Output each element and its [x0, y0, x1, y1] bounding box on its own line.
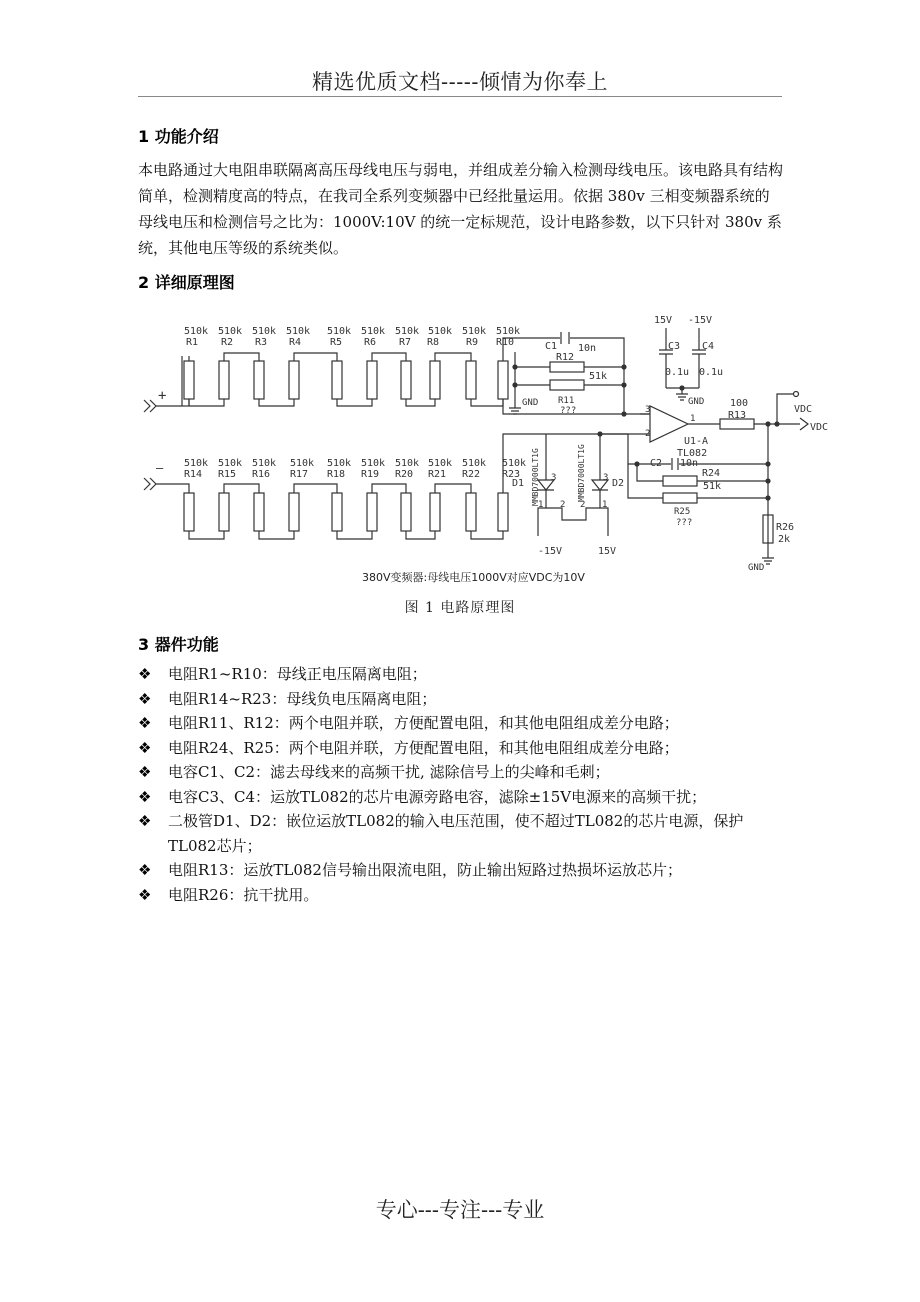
label-r11: R11 — [558, 396, 575, 406]
label-r1-val: 510k — [184, 326, 209, 337]
label-r24-val: 51k — [703, 481, 722, 492]
label-vdc-top: VDC — [794, 404, 813, 415]
label-r23-val: 510k — [502, 458, 527, 469]
label-r18-val: 510k — [327, 458, 352, 469]
label-c4: C4 — [702, 341, 715, 352]
label-c1-val: 10n — [578, 343, 597, 354]
circuit-schematic — [140, 308, 829, 594]
label-d1-pin2: 2 — [560, 500, 566, 510]
label-r10-val: 510k — [496, 326, 521, 337]
list-item-text: 二极管D1、D2：嵌位运放TL082的输入电压范围，使不超过TL082的芯片电源，保护TL082芯片； — [168, 812, 744, 855]
list-item-text: 电阻R24、R25：两个电阻并联，方便配置电阻，和其他电阻组成差分电路； — [168, 738, 679, 757]
list-item — [138, 662, 788, 687]
label-r9-val: 510k — [462, 326, 487, 337]
list-item — [138, 760, 788, 785]
label-r2-val: 510k — [218, 326, 243, 337]
label-pin1: 1 — [690, 414, 696, 424]
label-r14: R14 — [184, 469, 203, 480]
bullet-icon: ❖ — [138, 861, 152, 879]
label-d1-pin1: 1 — [538, 500, 544, 510]
list-item — [138, 883, 788, 908]
label-r9: R9 — [466, 337, 479, 348]
label-r17: R17 — [290, 469, 309, 480]
schematic-note: 380V变频器:母线电压1000V对应VDC为10V — [362, 571, 585, 584]
list-item-text: 电阻R13：运放TL082信号输出限流电阻，防止输出短路过热损坏运放芯片； — [168, 861, 682, 879]
label-c2-val: 10n — [680, 458, 699, 469]
bullet-icon: ❖ — [138, 738, 152, 757]
label-r3-val: 510k — [252, 326, 277, 337]
list-item-text: 电容C3、C4：运放TL082的芯片电源旁路电容，滤除±15V电源来的高频干扰； — [168, 787, 707, 806]
header-rule — [138, 96, 782, 97]
label-d2-pin3: 3 — [603, 473, 609, 483]
list-item-text: 电容C1、C2：滤去母线来的高频干扰, 滤除信号上的尖峰和毛刺； — [168, 763, 610, 781]
label-gnd-1: GND — [522, 398, 539, 408]
list-item — [138, 736, 788, 761]
label-opamp-ref: U1-A — [684, 436, 709, 447]
label-r14-val: 510k — [184, 458, 209, 469]
list-item — [138, 785, 788, 810]
label-r8-val: 510k — [428, 326, 453, 337]
label-diode-pos15v: 15V — [598, 546, 617, 557]
label-d2: D2 — [612, 478, 625, 489]
label-r20: R20 — [395, 469, 414, 480]
label-diode-neg15v: -15V — [538, 546, 563, 557]
label-d1-pin3: 3 — [551, 473, 557, 483]
input-arrow-bottom — [144, 478, 182, 490]
label-c4-val: 0.1u — [699, 367, 724, 378]
label-gnd-2: GND — [688, 397, 705, 407]
list-item — [138, 711, 788, 736]
section-title-schematic: 2 详细原理图 — [138, 273, 235, 292]
label-r1: R1 — [186, 337, 199, 348]
label-r3: R3 — [255, 337, 268, 348]
label-r22: R22 — [462, 469, 481, 480]
label-r22-val: 510k — [462, 458, 487, 469]
label-r19: R19 — [361, 469, 380, 480]
label-r13-val: 100 — [730, 398, 749, 409]
label-r11-val: ??? — [560, 406, 577, 416]
page-header: 精选优质文档-----倾情为你奉上 — [312, 70, 608, 94]
section-title-components: 3 器件功能 — [138, 635, 219, 654]
page-footer: 专心---专注---专业 — [375, 1198, 545, 1222]
list-item — [138, 858, 788, 883]
label-r2: R2 — [221, 337, 234, 348]
label-r4-val: 510k — [286, 326, 311, 337]
figure-caption: 图 1 电路原理图 — [404, 600, 516, 616]
label-r12-val: 51k — [589, 371, 608, 382]
label-d2-pin1: 1 — [602, 500, 608, 510]
label-r25: R25 — [674, 507, 691, 517]
label-c1: C1 — [545, 341, 558, 352]
label-r16: R16 — [252, 469, 271, 480]
bullet-icon: ❖ — [138, 665, 152, 683]
label-d2-pin2: 2 — [580, 500, 586, 510]
label-r21-val: 510k — [428, 458, 453, 469]
label-r7-val: 510k — [395, 326, 420, 337]
label-gnd-3: GND — [748, 563, 765, 573]
label-c3: C3 — [668, 341, 681, 352]
list-item-text: 电阻R1~R10：母线正电压隔离电阻； — [168, 665, 427, 683]
bullet-icon: ❖ — [138, 714, 152, 732]
label-r16-val: 510k — [252, 458, 277, 469]
label-c3-val: 0.1u — [665, 367, 690, 378]
list-item-text: 电阻R11、R12：两个电阻并联，方便配置电阻，和其他电阻组成差分电路； — [168, 714, 679, 732]
minus-sign: — — [156, 461, 164, 475]
list-item — [138, 687, 788, 712]
label-r5: R5 — [330, 337, 343, 348]
bullet-icon: ❖ — [138, 763, 152, 781]
label-r4: R4 — [289, 337, 302, 348]
label-d1: D1 — [512, 478, 525, 489]
label-r12: R12 — [556, 352, 575, 363]
list-item — [138, 809, 788, 858]
label-r24: R24 — [702, 468, 721, 479]
label-r15: R15 — [218, 469, 237, 480]
label-r17-val: 510k — [290, 458, 315, 469]
list-item-text: 电阻R26：抗干扰用。 — [168, 885, 319, 904]
label-r6-val: 510k — [361, 326, 386, 337]
bottom-resistor-chain — [182, 432, 640, 539]
label-pin2: 2 — [645, 429, 651, 439]
top-resistor-chain — [182, 353, 508, 406]
label-r5-val: 510k — [327, 326, 352, 337]
label-r15-val: 510k — [218, 458, 243, 469]
label-r23: R23 — [502, 469, 521, 480]
label-r18: R18 — [327, 469, 346, 480]
label-r20-val: 510k — [395, 458, 420, 469]
function-paragraph: 本电路通过大电阻串联隔离高压母线电压与弱电，并组成差分输入检测母线电压。该电路具有结构简单，检测精度高的特点，在我司全系列变频器中已经批量运用。依据 380v 三相变频器系统的母线电压和检测信号之比为：1000V:10V 的统一定标规范，设计电路参数，以下只针对 380v 系统，其他电压等级的系统类似。 — [138, 161, 784, 257]
component-list — [138, 662, 788, 907]
label-r13: R13 — [728, 410, 747, 421]
list-item-text: 电阻R14~R23：母线负电压隔离电阻； — [168, 689, 437, 708]
label-vdc-right: VDC — [810, 422, 829, 433]
bullet-icon: ❖ — [138, 787, 152, 806]
label-r7: R7 — [399, 337, 412, 348]
clamp-diodes — [538, 434, 608, 536]
power-decoupling — [659, 328, 706, 400]
label-r21: R21 — [428, 469, 447, 480]
bullet-icon: ❖ — [138, 689, 152, 708]
label-d1-part: MMBD7000LT1G — [531, 448, 540, 506]
label-r19-val: 510k — [361, 458, 386, 469]
plus-sign: + — [158, 388, 167, 404]
label-r26-val: 2k — [778, 534, 791, 545]
bullet-icon: ❖ — [138, 812, 152, 830]
label-r10: R10 — [496, 337, 515, 348]
label-r8: R8 — [427, 337, 440, 348]
label-r6: R6 — [364, 337, 377, 348]
label-neg15v: -15V — [688, 315, 713, 326]
bullet-icon: ❖ — [138, 885, 152, 904]
label-r25-val: ??? — [676, 518, 693, 528]
label-pin3: 3 — [645, 405, 651, 415]
label-r26: R26 — [776, 522, 795, 533]
label-opamp-part: TL082 — [677, 448, 708, 459]
section-title-function: 1 功能介绍 — [138, 127, 219, 146]
label-d2-part: MMBD7000LT1G — [577, 444, 586, 502]
label-c2: C2 — [650, 458, 663, 469]
label-15v: 15V — [654, 315, 673, 326]
